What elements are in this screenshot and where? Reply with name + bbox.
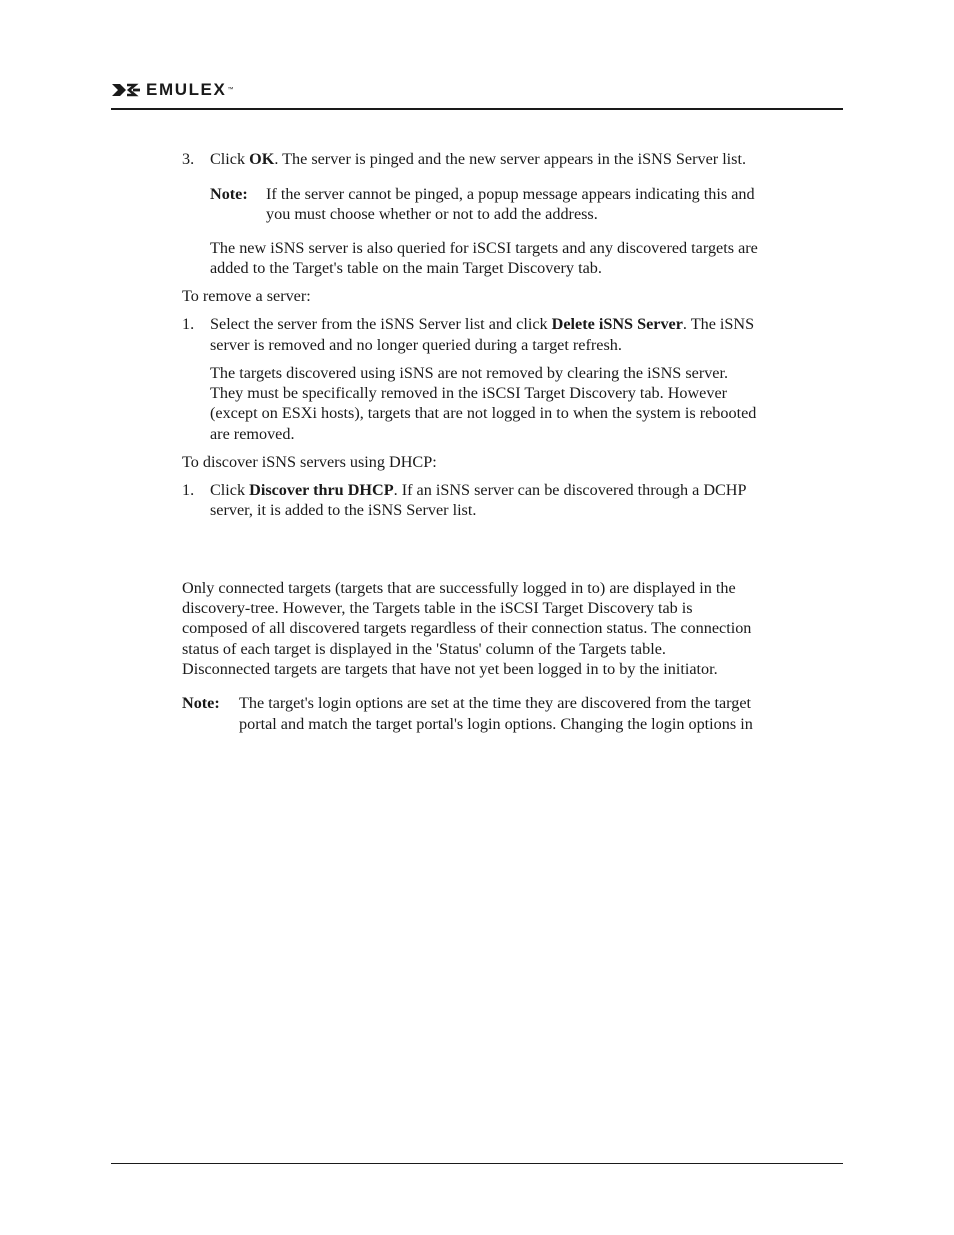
note-line: you must choose whether or not to add the address.	[266, 205, 598, 223]
note-label: Note:	[210, 185, 248, 203]
logo-wordmark: EMULEX	[146, 80, 227, 99]
paragraph-line: (except on ESXi hosts), targets that are not logged in to when the system is rebooted	[210, 404, 757, 422]
step-number: 3.	[182, 150, 195, 168]
paragraph-line: The new iSNS server is also queried for iSCSI targets and any discovered targets are	[210, 239, 758, 257]
paragraph-line: are removed.	[210, 425, 295, 443]
emulex-logo	[111, 80, 233, 100]
logo-trademark: ™	[227, 87, 234, 93]
header-rule	[111, 108, 843, 110]
step-number: 1.	[182, 481, 195, 499]
dhcp-step-text: Click Discover thru DHCP. If an iSNS server can be discovered through a DCHP	[210, 481, 747, 499]
step-3-text: Click OK. The server is pinged and the new server appears in the iSNS Server list.	[210, 150, 747, 168]
note-line: If the server cannot be pinged, a popup message appears indicating this and	[266, 185, 755, 203]
paragraph-line: The targets discovered using iSNS are not removed by clearing the iSNS server.	[210, 364, 729, 382]
emulex-logo-icon	[111, 82, 141, 98]
dhcp-intro: To discover iSNS servers using DHCP:	[182, 453, 437, 471]
paragraph-line: status of each target is displayed in the 'Status' column of the Targets table.	[182, 640, 666, 658]
ok-button-label: OK	[249, 150, 275, 168]
step-number: 1.	[182, 315, 195, 333]
note-line: The target's login options are set at the time they are discovered from the target	[239, 694, 752, 712]
remove-step-text: Select the server from the iSNS Server list and click Delete iSNS Server. The iSNS	[210, 315, 755, 333]
paragraph-line: added to the Target's table on the main Target Discovery tab.	[210, 259, 602, 277]
paragraph-line: discovery-tree. However, the Targets table in the iSCSI Target Discovery tab is	[182, 599, 693, 617]
paragraph-line: composed of all discovered targets regardless of their connection status. The connection	[182, 619, 752, 637]
remove-server-intro: To remove a server:	[182, 287, 311, 305]
remove-step-text-line2: server is removed and no longer queried during a target refresh.	[210, 336, 622, 354]
paragraph-line: They must be specifically removed in the iSCSI Target Discovery tab. However	[210, 384, 728, 402]
note-line: portal and match the target portal's login options. Changing the login options in	[239, 715, 753, 733]
note-label: Note:	[182, 694, 220, 712]
discover-thru-dhcp-label: Discover thru DHCP	[249, 481, 394, 499]
dhcp-step-text-line2: server, it is added to the iSNS Server list.	[210, 501, 477, 519]
paragraph-line: Only connected targets (targets that are successfully logged in to) are displayed in the	[182, 579, 736, 597]
footer-rule	[111, 1163, 843, 1164]
paragraph-line: Disconnected targets are targets that have not yet been logged in to by the initiator.	[182, 660, 718, 678]
delete-isns-server-label: Delete iSNS Server	[551, 315, 683, 333]
